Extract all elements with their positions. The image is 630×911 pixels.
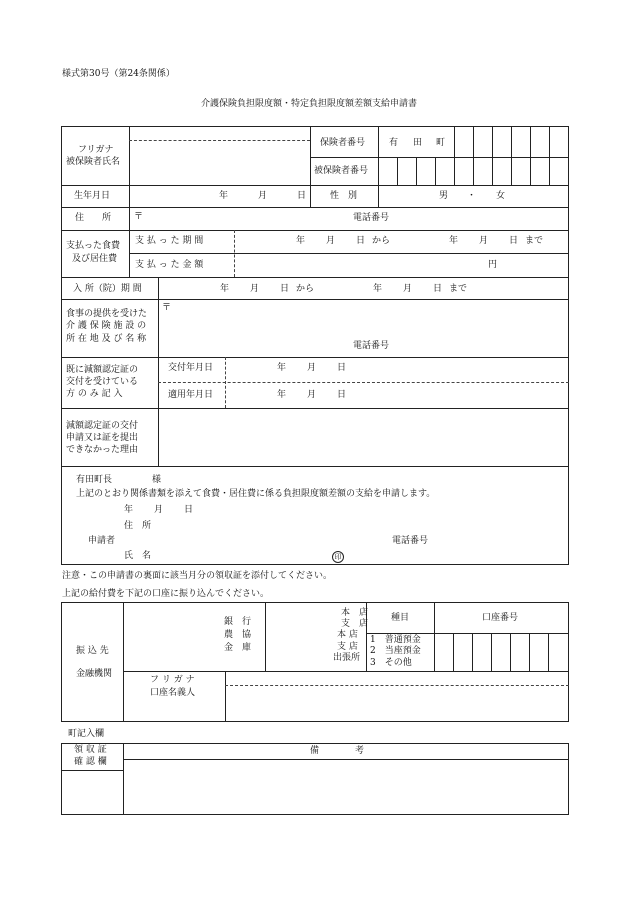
cert-label-line2: 交付を受けている — [66, 377, 139, 387]
apply-day-mark: 日 — [184, 505, 194, 515]
facility-phone-label: 電話番号 — [353, 341, 390, 351]
adm-from-month: 月 — [250, 284, 260, 294]
separator-dot: ・ — [467, 191, 477, 201]
insured-number-label: 被保険者番号 — [314, 166, 369, 176]
furigana-label: フリガナ — [78, 145, 114, 155]
applicant-name-label: 氏 名 — [124, 551, 152, 561]
account-number-label: 口座番号 — [482, 613, 519, 623]
male-option[interactable]: 男 — [439, 191, 449, 201]
birth-day: 日 — [297, 191, 307, 201]
branch-type-5: 出張所 — [333, 653, 361, 663]
facility-label-line2: 介 護 保 険 施 設 の — [66, 321, 147, 331]
reason-input[interactable] — [160, 410, 566, 464]
paid-until-word: まで — [525, 236, 544, 246]
form-number: 様式第30号（第24条関係） — [62, 69, 175, 79]
paid-from-word: から — [372, 236, 391, 246]
adm-from-year: 年 — [220, 284, 230, 294]
branch-type-1: 本 店 — [341, 608, 369, 618]
reason-label-line3: できなかった理由 — [66, 445, 139, 455]
paid-label-line1: 支払った食費 — [66, 241, 121, 251]
account-type-current[interactable]: 2 当座預金 — [370, 646, 421, 656]
address-phone-label: 電話番号 — [353, 213, 390, 223]
seal-mark: 印 — [332, 551, 344, 563]
furigana-input[interactable] — [131, 128, 308, 139]
cert-label-line1: 既に減額認定証の — [66, 365, 139, 375]
holder-name-label: 口座名義人 — [150, 688, 196, 698]
issue-year: 年 — [277, 363, 287, 373]
applicant-label: 申請者 — [88, 536, 116, 546]
adm-until-word: まで — [449, 284, 468, 294]
address-input[interactable] — [145, 209, 345, 228]
paid-from-day: 日 — [356, 236, 366, 246]
apply-day: 日 — [337, 390, 347, 400]
paid-period-label: 支 払 っ た 期 間 — [135, 236, 204, 246]
birth-month: 月 — [258, 191, 268, 201]
adm-to-year: 年 — [373, 284, 383, 294]
paid-amount-label: 支 払 っ た 金 額 — [135, 260, 204, 270]
issue-month: 月 — [307, 363, 317, 373]
apply-month-mark: 月 — [154, 505, 164, 515]
holder-furigana-input[interactable] — [228, 673, 566, 684]
notice-text: 注意・この申請書の裏面に該当月分の領収証を添付してください。 — [62, 571, 333, 581]
adm-from-word: から — [296, 284, 315, 294]
account-type-other[interactable]: 3 その他 — [370, 658, 412, 668]
birth-date-label: 生年月日 — [74, 191, 111, 201]
yen-label: 円 — [488, 260, 498, 270]
branch-type-3: 本 店 — [337, 630, 358, 640]
town-char-1: 有 — [389, 138, 399, 148]
address-label: 住 所 — [75, 213, 112, 223]
holder-name-input[interactable] — [228, 687, 566, 720]
mayor-label: 有田町長 — [76, 475, 113, 485]
insured-name-input[interactable] — [131, 142, 308, 184]
admission-period-label: 入 所（院）期 間 — [73, 284, 142, 294]
transfer-note: 上記の給付費を下記の口座に振り込んでください。 — [62, 589, 270, 599]
remarks-label: 備 考 — [310, 746, 365, 756]
adm-to-day: 日 — [433, 284, 443, 294]
bank-type-kinko: 金 庫 — [224, 643, 252, 653]
receipt-label-1: 領 収 証 — [74, 745, 107, 755]
apply-month: 月 — [307, 390, 317, 400]
sama-label: 様 — [152, 475, 162, 485]
paid-to-year: 年 — [449, 236, 459, 246]
facility-label-line1: 食事の提供を受けた — [66, 309, 148, 319]
town-char-3: 町 — [436, 138, 446, 148]
branch-type-4: 支 店 — [337, 642, 358, 652]
institution-label: 金融機関 — [76, 669, 113, 679]
bank-type-bank: 銀 行 — [224, 617, 252, 627]
kind-label: 種目 — [391, 613, 410, 623]
facility-input[interactable] — [172, 302, 562, 338]
postal-mark: 〒 — [134, 212, 144, 222]
bank-name-input[interactable] — [126, 605, 218, 667]
applicant-address-label: 住 所 — [124, 521, 152, 531]
form-title: 介護保険負担限度額・特定負担限度額差額支給申請書 — [201, 99, 418, 109]
account-type-ordinary[interactable]: 1 普通預金 — [370, 635, 421, 645]
apply-year-mark: 年 — [124, 505, 134, 515]
holder-furigana-label: フ リ ガ ナ — [150, 675, 195, 685]
paid-label-line2: 及び居住費 — [72, 254, 118, 264]
applicant-phone-label: 電話番号 — [392, 536, 429, 546]
reason-label-line1: 減額認定証の交付 — [66, 421, 139, 431]
remarks-input[interactable] — [126, 761, 566, 813]
apply-year: 年 — [277, 390, 287, 400]
reason-label-line2: 申請又は証を提出 — [66, 433, 139, 443]
receipt-label-2: 確 認 欄 — [74, 757, 107, 767]
facility-postal-mark: 〒 — [162, 303, 172, 313]
adm-from-day: 日 — [280, 284, 290, 294]
paid-to-month: 月 — [479, 236, 489, 246]
female-option[interactable]: 女 — [496, 191, 506, 201]
insurer-number-label: 保険者番号 — [320, 138, 366, 148]
bank-type-noukyou: 農 協 — [224, 630, 252, 640]
town-char-2: 田 — [413, 138, 423, 148]
facility-label-line3: 所 在 地 及 び 名 称 — [66, 334, 147, 344]
issue-day: 日 — [337, 363, 347, 373]
town-use-label: 町記入欄 — [68, 729, 105, 739]
birth-year: 年 — [219, 191, 229, 201]
issue-date-label: 交付年月日 — [168, 363, 214, 373]
apply-date-label: 適用年月日 — [168, 390, 214, 400]
paid-to-day: 日 — [509, 236, 519, 246]
transfer-to-label: 振 込 先 — [76, 646, 109, 656]
sex-label: 性 別 — [330, 191, 358, 201]
paid-from-year: 年 — [296, 236, 306, 246]
adm-to-month: 月 — [403, 284, 413, 294]
cert-label-line3: 方 の み 記 入 — [66, 389, 123, 399]
paid-from-month: 月 — [326, 236, 336, 246]
declaration-text: 上記のとおり関係書類を添えて食費・居住費に係る負担限度額差額の支給を申請します。 — [76, 489, 436, 499]
branch-name-input[interactable] — [268, 605, 328, 667]
receipt-check-input[interactable] — [63, 772, 121, 813]
branch-type-2: 支 店 — [341, 619, 369, 629]
insured-name-label: 被保険者氏名 — [66, 157, 121, 167]
